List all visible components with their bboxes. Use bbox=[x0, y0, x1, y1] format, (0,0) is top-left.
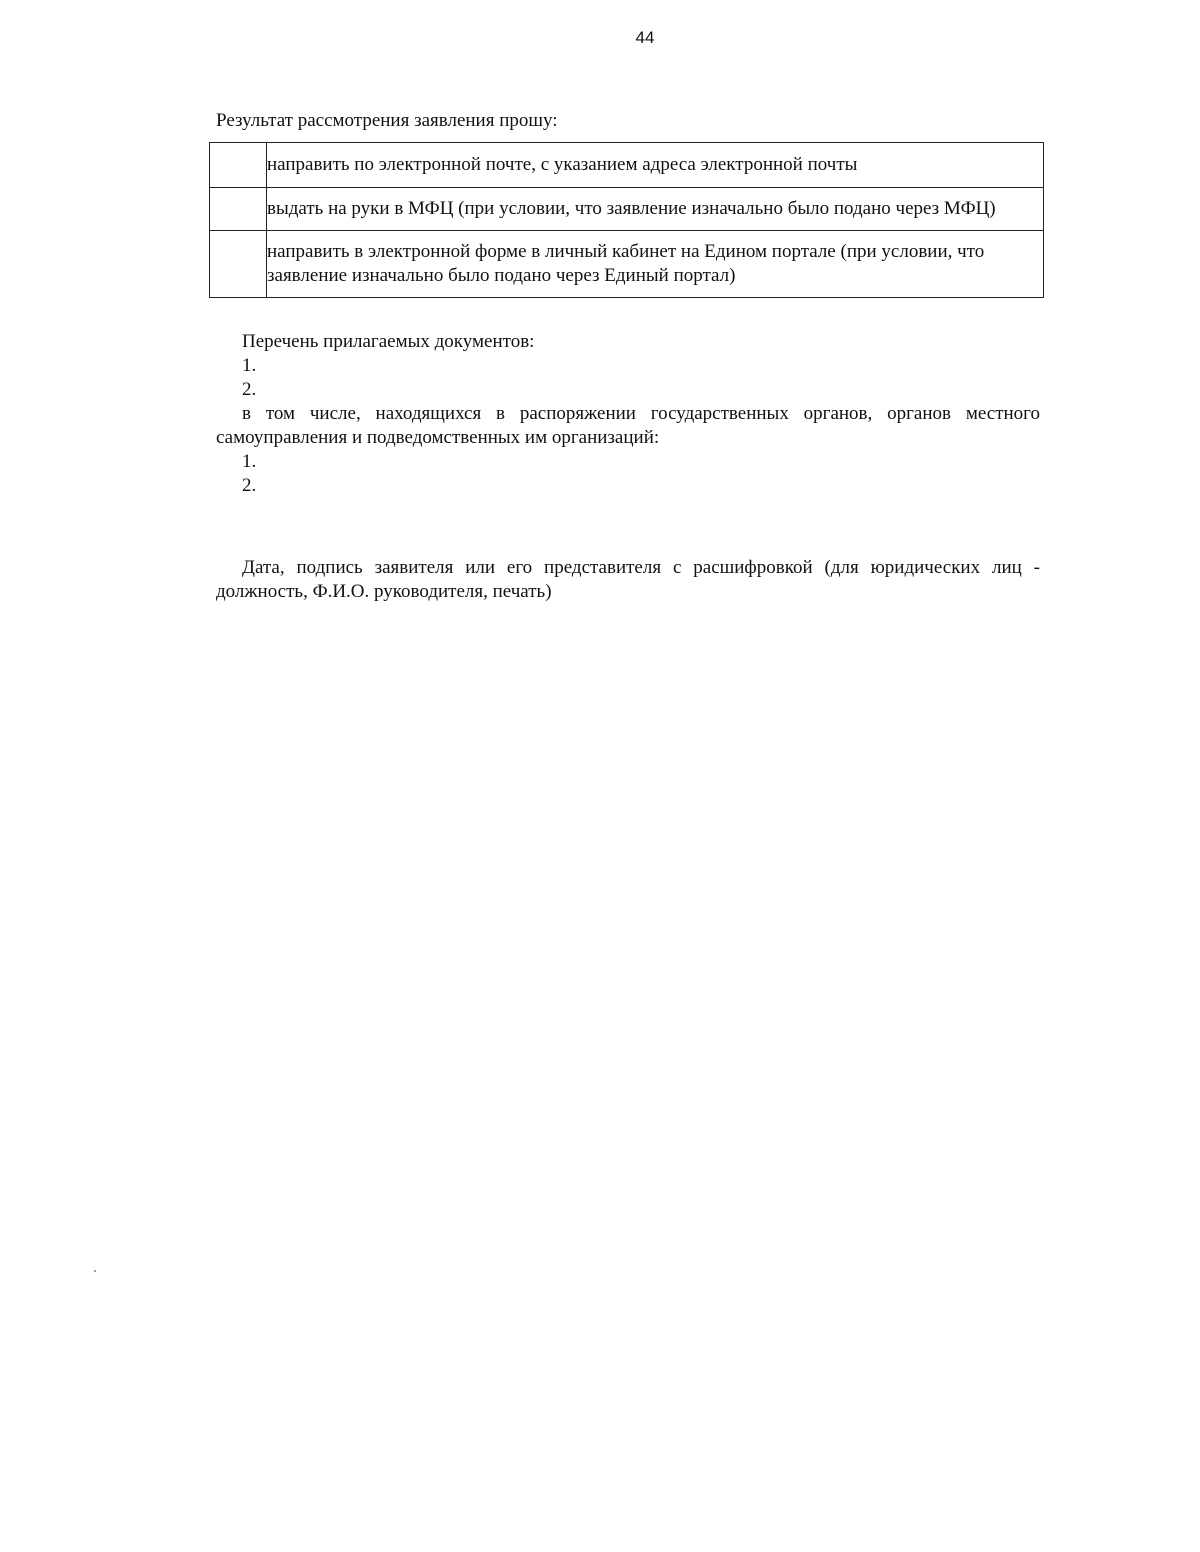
attachment-item: 2. bbox=[242, 379, 257, 400]
sub-attachment-item: 1. bbox=[242, 451, 257, 472]
attachments-subtitle: в том числе, находящихся в распоряжении государственных органов, органов местного самоуправления и подведомственных им организаций: bbox=[216, 403, 1040, 448]
option-text: выдать на руки в МФЦ (при условии, что заявление изначально было подано через МФЦ) bbox=[267, 188, 1044, 231]
result-section-title: Результат рассмотрения заявления прошу: bbox=[216, 110, 558, 131]
option-checkbox-cell[interactable] bbox=[210, 188, 267, 231]
result-option-row bbox=[210, 143, 1044, 188]
signature-line: Дата, подпись заявителя или его представителя с расшифровкой (для юридических лиц - должность, Ф.И.О. руководителя, печать) bbox=[216, 557, 1040, 602]
result-options-table bbox=[209, 142, 1044, 298]
option-text: направить в электронной форме в личный кабинет на Едином портале (при условии, что заявление изначально было подано через Единый портал) bbox=[267, 231, 1044, 298]
scan-artifact bbox=[94, 1270, 96, 1272]
attachment-item: 1. bbox=[242, 355, 257, 376]
attachments-section bbox=[216, 330, 1040, 498]
page-number: 44 bbox=[635, 28, 655, 47]
sub-attachment-item: 2. bbox=[242, 475, 257, 496]
option-checkbox-cell[interactable] bbox=[210, 231, 267, 298]
option-checkbox-cell[interactable] bbox=[210, 143, 267, 188]
attachments-title: Перечень прилагаемых документов: bbox=[242, 331, 535, 352]
result-option-row bbox=[210, 231, 1044, 298]
option-text: направить по электронной почте, с указанием адреса электронной почты bbox=[267, 143, 1044, 188]
result-option-row bbox=[210, 188, 1044, 231]
